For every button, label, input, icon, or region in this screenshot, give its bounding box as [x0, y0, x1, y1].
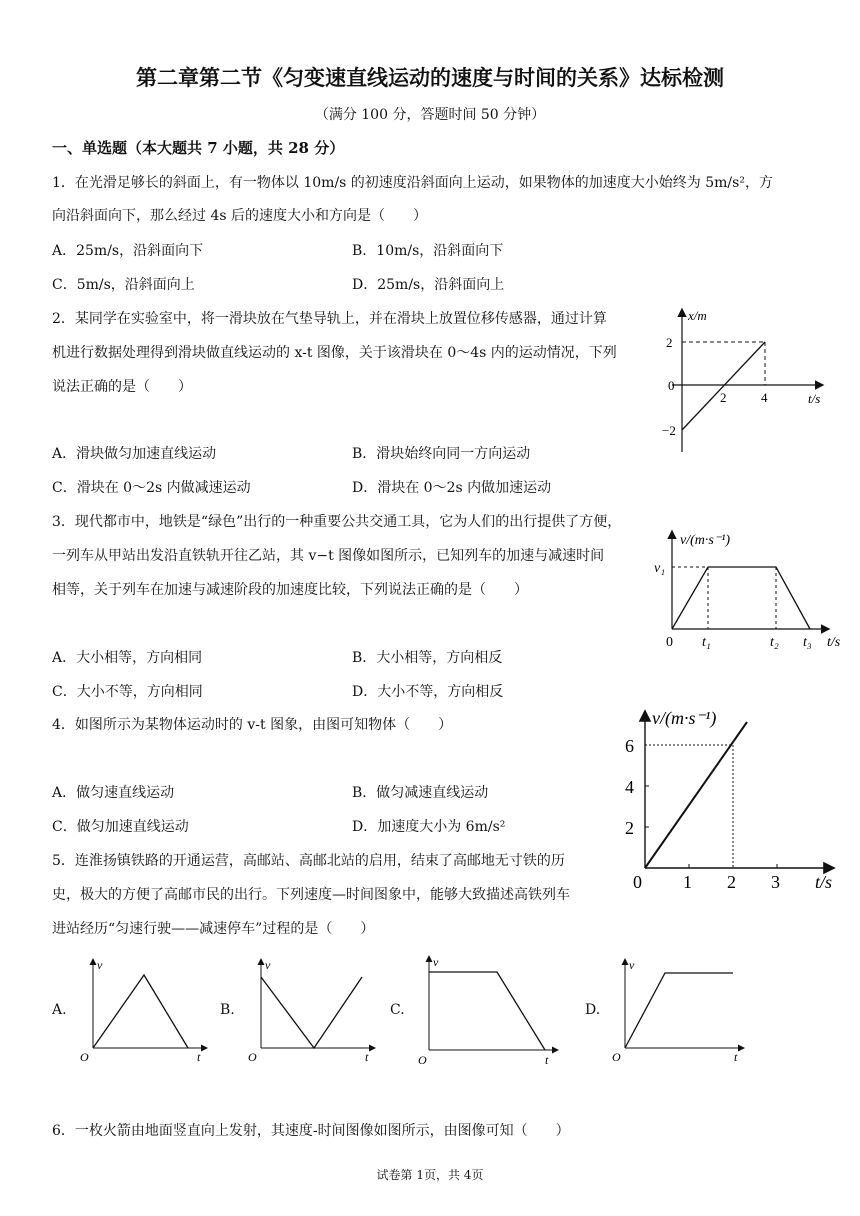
vt-trapezoid-graph	[652, 522, 852, 652]
question-3-option-c: C．大小不等，方向相同	[52, 684, 203, 700]
question-5-option-b: B.	[220, 1002, 235, 1018]
d-v-label: v	[629, 958, 635, 972]
option-a-graph	[76, 955, 211, 1065]
c-t-label: t	[545, 1053, 549, 1067]
lin-label-x3: 3	[771, 872, 780, 892]
question-1-option-b: B．10m/s，沿斜面向下	[352, 243, 504, 259]
trap-v1: v₁	[654, 561, 666, 576]
question-4-option-b: B．做匀减速直线运动	[352, 785, 489, 801]
a-t-label: t	[197, 1050, 201, 1064]
trap-t1: t₁	[702, 635, 711, 650]
xt-tick-neg2: −2	[662, 423, 676, 438]
question-5-line-1: 5．连淮扬镇铁路的开通运营，高邮站、高邮北站的启用，结束了高邮地无寸铁的历	[52, 853, 565, 869]
question-3-option-b: B．大小相等，方向相反	[352, 650, 503, 666]
option-c-graph	[412, 952, 562, 1067]
lin-line	[645, 722, 747, 868]
lin-label-x0: 0	[633, 872, 642, 892]
question-2-line-2: 机进行数据处理得到滑块做直线运动的 x-t 图像，关于该滑块在 0～4s 内的运动情况，下列	[52, 345, 617, 361]
question-5-line-3: 进站经历“匀速行驶——减速停车”过程的是（ ）	[52, 921, 375, 937]
trap-x-label: t/s	[827, 635, 841, 650]
lin-y-label: v/(m·s⁻¹)	[652, 708, 717, 728]
page-footer: 试卷第 1页，共 4页	[376, 1168, 484, 1182]
c-curve	[429, 972, 545, 1050]
d-t-label: t	[734, 1050, 738, 1064]
question-3-option-d: D．大小不等，方向相反	[352, 684, 504, 700]
xt-tick-0: 0	[668, 378, 675, 393]
trap-y-label: v/(m·s⁻¹)	[680, 533, 731, 548]
question-6-line-1: 6．一枚火箭由地面竖直向上发射，其速度-时间图像如图所示，由图像可知（ ）	[52, 1123, 570, 1139]
question-2-line-1: 2．某同学在实验室中，将一滑块放在气垫导轨上，并在滑块上放置位移传感器，通过计算	[52, 311, 607, 327]
question-1-option-d: D．25m/s，沿斜面向上	[352, 277, 505, 293]
question-5-option-c: C.	[390, 1002, 405, 1018]
xt-graph	[660, 302, 835, 464]
question-3-line-2: 一列车从甲站出发沿直铁轨开往乙站，其 v−t 图像如图所示，已知列车的加速与减速时间	[52, 548, 605, 564]
question-2-option-c: C．滑块在 0～2s 内做减速运动	[52, 480, 251, 496]
xt-y-label: x/m	[688, 308, 707, 323]
xt-x-label: t/s	[808, 391, 821, 406]
lin-x-label: t/s	[815, 872, 833, 892]
xt-tick-x4: 4	[761, 390, 768, 405]
a-o-label: O	[80, 1050, 89, 1064]
c-v-label: v	[433, 955, 439, 969]
lin-label-4: 4	[625, 777, 634, 797]
trap-t2: t₂	[770, 635, 779, 650]
question-2-option-b: B．滑块始终向同一方向运动	[352, 446, 531, 462]
question-2-option-d: D．滑块在 0～2s 内做加速运动	[352, 480, 552, 496]
vt-linear-graph	[615, 700, 845, 895]
question-1-line-2: 向沿斜面向下，那么经过 4s 后的速度大小和方向是（ ）	[52, 208, 427, 224]
trap-line	[672, 567, 810, 629]
question-1-option-c: C．5m/s，沿斜面向上	[52, 277, 195, 293]
b-t-label: t	[365, 1050, 369, 1064]
question-2-line-3: 说法正确的是（ ）	[52, 379, 192, 395]
question-1-option-a: A．25m/s，沿斜面向下	[52, 243, 204, 259]
d-o-label: O	[612, 1050, 621, 1064]
question-4-line-1: 4．如图所示为某物体运动时的 v-t 图象，由图可知物体（ ）	[52, 717, 453, 733]
page-title: 第二章第二节《匀变速直线运动的速度与时间的关系》达标检测	[136, 65, 724, 90]
c-o-label: O	[418, 1053, 427, 1067]
question-3-line-3: 相等，关于列车在加速与减速阶段的加速度比较，下列说法正确的是（ ）	[52, 582, 528, 598]
question-2-option-a: A．滑块做匀加速直线运动	[52, 446, 217, 462]
question-4-option-d: D．加速度大小为 6m/s²	[352, 819, 506, 835]
xt-tick-x2: 2	[720, 390, 727, 405]
page-subtitle: （满分 100 分，答题时间 50 分钟）	[314, 107, 546, 123]
lin-label-x2: 2	[727, 872, 736, 892]
b-o-label: O	[248, 1050, 257, 1064]
question-3-line-1: 3．现代都市中，地铁是“绿色”出行的一种重要公共交通工具，它为人们的出行提供了方便，	[52, 514, 622, 530]
option-b-graph	[244, 955, 379, 1065]
trap-t3: t₃	[803, 635, 812, 650]
lin-label-6: 6	[625, 736, 634, 756]
a-curve	[93, 975, 188, 1048]
question-4-option-c: C．做匀加速直线运动	[52, 819, 189, 835]
question-5-option-a: A.	[52, 1002, 67, 1018]
lin-label-2: 2	[625, 818, 634, 838]
trap-zero: 0	[666, 635, 673, 650]
a-v-label: v	[97, 958, 103, 972]
lin-label-x1: 1	[683, 872, 692, 892]
b-curve	[261, 977, 362, 1048]
question-5-option-d: D.	[585, 1002, 601, 1018]
question-5-line-2: 史，极大的方便了高邮市民的出行。下列速度—时间图象中，能够大致描述高铁列车	[52, 887, 570, 903]
xt-line	[682, 342, 765, 430]
xt-tick-2: 2	[666, 335, 673, 350]
question-3-option-a: A．大小相等，方向相同	[52, 650, 203, 666]
question-1-line-1: 1．在光滑足够长的斜面上，有一物体以 10m/s 的初速度沿斜面向上运动，如果物体的加速度大小始终为 5m/s²，方	[52, 175, 773, 191]
section-heading: 一、单选题（本大题共 7 小题，共 28 分）	[52, 139, 345, 157]
b-v-label: v	[265, 958, 271, 972]
question-4-option-a: A．做匀速直线运动	[52, 785, 175, 801]
d-curve	[625, 973, 733, 1048]
option-d-graph	[608, 955, 748, 1065]
